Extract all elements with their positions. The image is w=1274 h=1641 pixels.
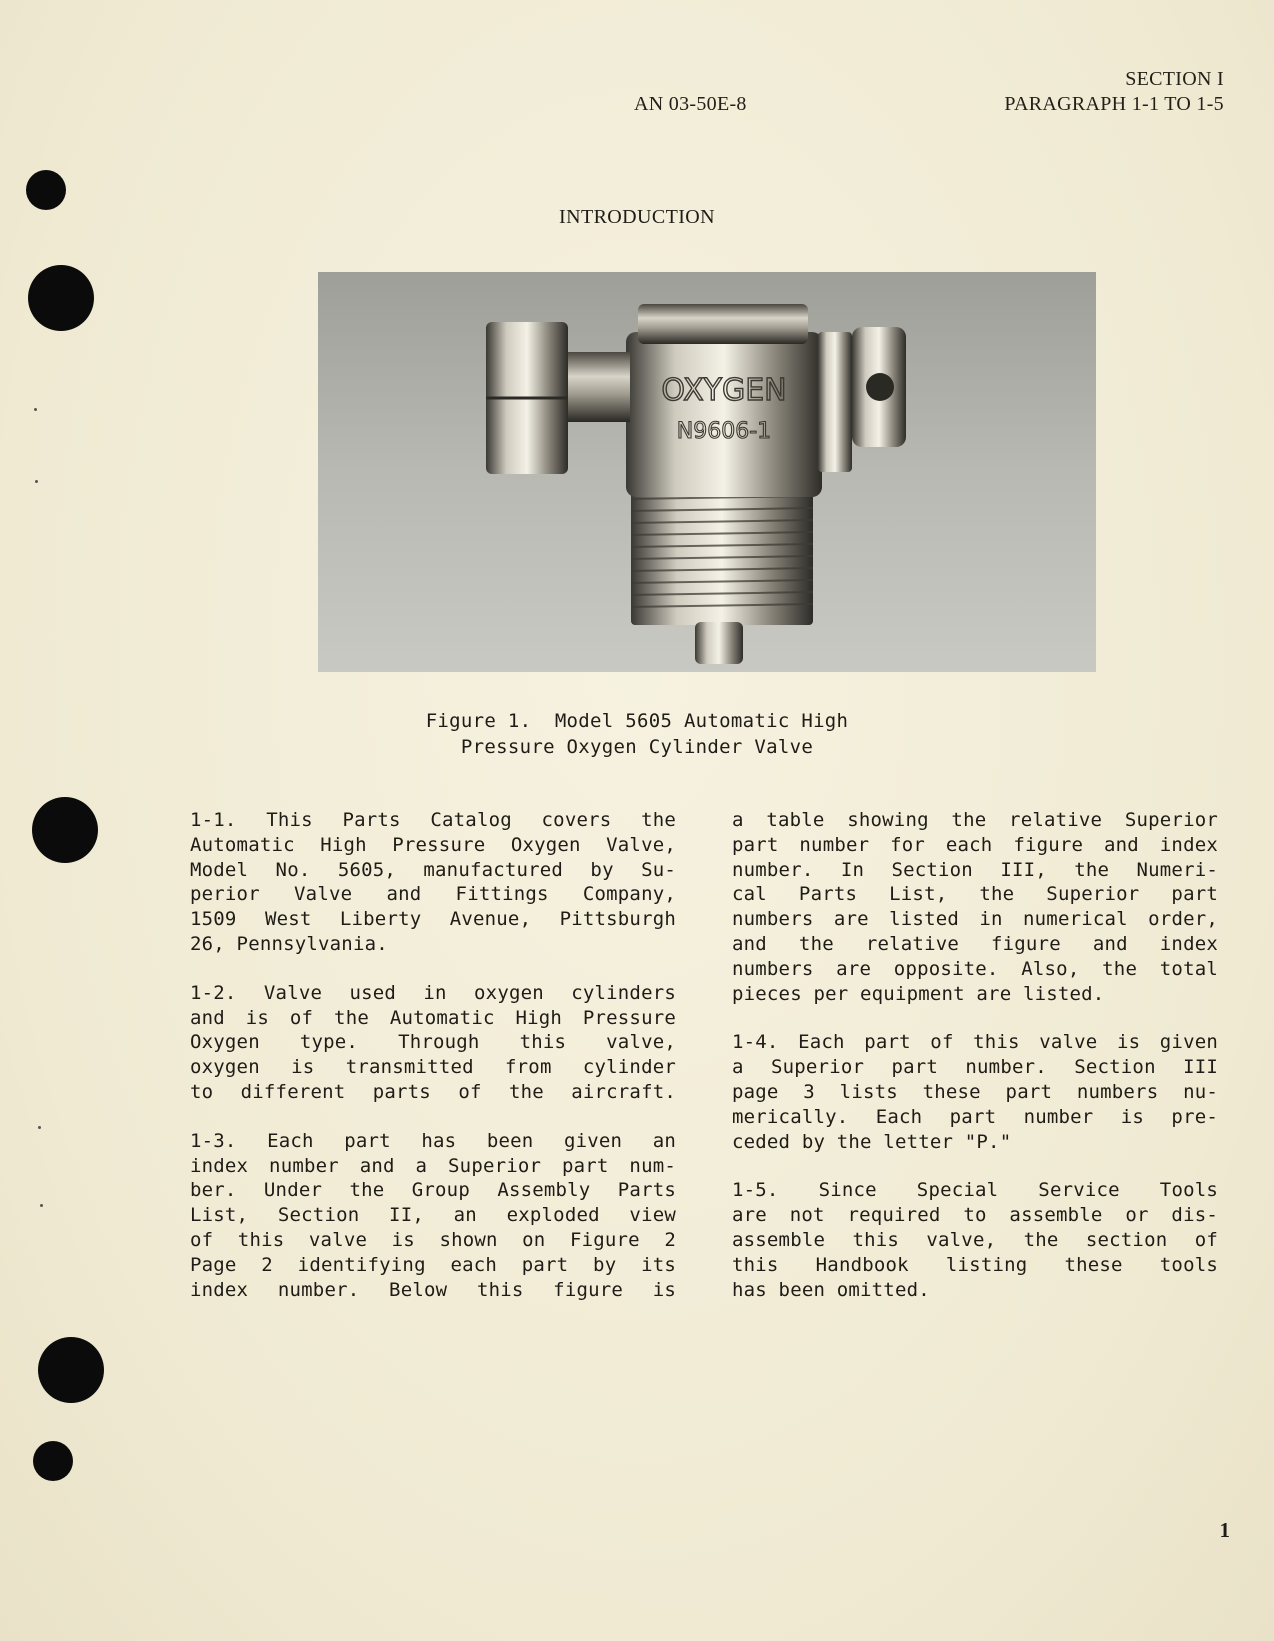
text-line: 1-5. Since Special Service Tools <box>732 1179 1218 1202</box>
binder-hole <box>38 1337 104 1403</box>
text-line: number. In Section III, the Numeri- <box>732 858 1218 881</box>
text-line: 26, Pennsylvania. <box>190 932 388 955</box>
text-line: pieces per equipment are listed. <box>732 982 1105 1005</box>
text-line: and the relative figure and index <box>732 932 1218 955</box>
text-line: cal Parts List, the Superior part <box>732 883 1218 906</box>
text-line: part number for each figure and index <box>732 833 1218 856</box>
text-line: to different parts of the aircraft. <box>190 1080 676 1103</box>
photo-text-oxygen: OXYGEN <box>661 373 787 408</box>
speck <box>38 1126 41 1129</box>
text-line: numbers are opposite. Also, the total <box>732 957 1218 980</box>
paragraph-1-1 <box>190 808 676 957</box>
binder-hole <box>28 265 94 331</box>
page-title: INTRODUCTION <box>559 206 715 228</box>
text-line: assemble this valve, the section of <box>732 1228 1218 1251</box>
text-line: and is of the Automatic High Pressure <box>190 1006 676 1029</box>
text-line: 1-2. Valve used in oxygen cylinders <box>190 981 676 1004</box>
section-label: SECTION I <box>1125 68 1224 90</box>
text-line: Oxygen type. Through this valve, <box>190 1031 676 1054</box>
speck <box>35 480 38 483</box>
text-line: ceded by the letter "P." <box>732 1130 1012 1153</box>
text-line: oxygen is transmitted from cylinder <box>190 1056 676 1079</box>
text-line: page 3 lists these part numbers nu- <box>732 1080 1218 1103</box>
text-line: 1-3. Each part has been given an <box>190 1129 676 1152</box>
document-number: AN 03-50E-8 <box>634 93 747 115</box>
text-line: merically. Each part number is pre- <box>732 1105 1218 1128</box>
figure-caption <box>0 708 1274 760</box>
photo-text-part: N9606-1 <box>676 419 772 444</box>
text-line: List, Section II, an exploded view <box>190 1204 676 1227</box>
text-line: Model No. 5605, manufactured by Su- <box>190 858 676 881</box>
left-text-column <box>190 808 676 1326</box>
paragraph-1-3-continued <box>732 808 1218 1006</box>
paragraph-1-3 <box>190 1129 676 1303</box>
valve-illustration <box>318 272 1096 672</box>
right-text-column <box>732 808 1218 1326</box>
text-line: are not required to assemble or dis- <box>732 1204 1218 1227</box>
text-line: index number and a Superior part num- <box>190 1154 676 1177</box>
speck <box>40 1204 43 1207</box>
binder-hole <box>26 170 66 210</box>
binder-hole <box>32 797 98 863</box>
text-line: Page 2 identifying each part by its <box>190 1253 676 1276</box>
paragraph-range: PARAGRAPH 1-1 TO 1-5 <box>1004 93 1224 115</box>
paragraph-1-2 <box>190 981 676 1105</box>
text-line: 1-4. Each part of this valve is given <box>732 1031 1218 1054</box>
text-line: Automatic High Pressure Oxygen Valve, <box>190 833 676 856</box>
text-line: 1-1. This Parts Catalog covers the <box>190 809 676 831</box>
text-line: perior Valve and Fittings Company, <box>190 883 676 906</box>
text-line: a table showing the relative Superior <box>732 809 1218 831</box>
binder-hole <box>33 1441 73 1481</box>
valve-photograph <box>318 272 1096 672</box>
text-line: numbers are listed in numerical order, <box>732 908 1218 931</box>
paragraph-1-4 <box>732 1030 1218 1154</box>
text-line: of this valve is shown on Figure 2 <box>190 1228 676 1251</box>
text-line: index number. Below this figure is <box>190 1278 676 1301</box>
text-line: 1509 West Liberty Avenue, Pittsburgh <box>190 908 676 931</box>
text-line: this Handbook listing these tools <box>732 1253 1218 1276</box>
text-line: a Superior part number. Section III <box>732 1056 1218 1079</box>
speck <box>34 408 37 411</box>
caption-line-1: Figure 1. Model 5605 Automatic High <box>425 710 849 732</box>
text-line: ber. Under the Group Assembly Parts <box>190 1179 676 1202</box>
page-number: 1 <box>1219 1518 1230 1542</box>
caption-line-2: Pressure Oxygen Cylinder Valve <box>460 736 814 758</box>
paragraph-1-5 <box>732 1178 1218 1302</box>
text-line: has been omitted. <box>732 1278 930 1301</box>
